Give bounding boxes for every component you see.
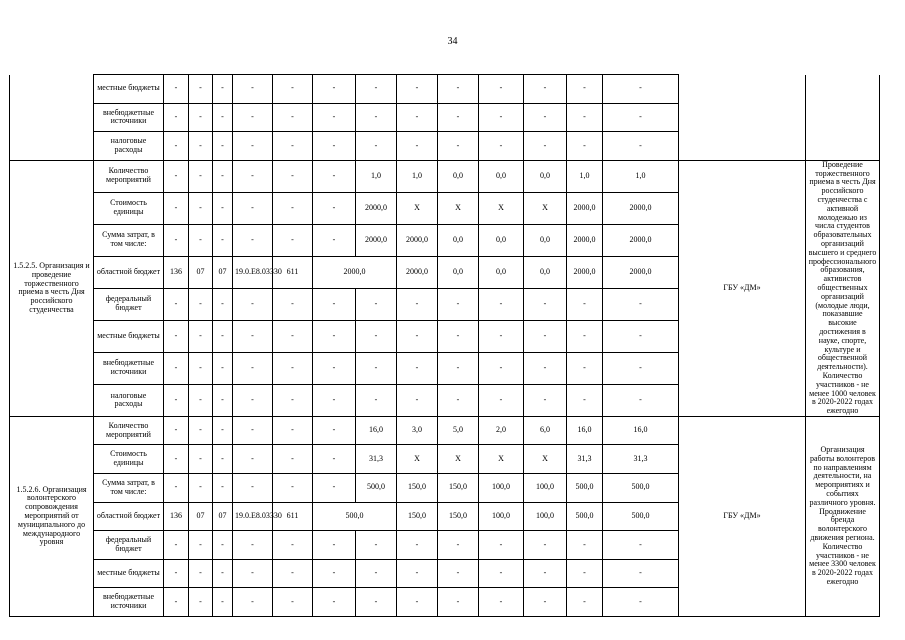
value-cell: - bbox=[213, 224, 233, 256]
value-cell: - bbox=[479, 320, 524, 352]
value-cell: - bbox=[356, 132, 397, 161]
value-cell: - bbox=[273, 132, 313, 161]
value-cell: 0,0 bbox=[438, 160, 479, 192]
row-label: Количество мероприятий bbox=[94, 160, 164, 192]
value-cell: - bbox=[213, 132, 233, 161]
value-cell: - bbox=[603, 588, 679, 617]
value-cell: - bbox=[213, 445, 233, 474]
value-cell: - bbox=[524, 132, 567, 161]
row-label: федеральный бюджет bbox=[94, 531, 164, 560]
value-cell: - bbox=[479, 288, 524, 320]
value-cell: - bbox=[313, 75, 356, 104]
budget-table bbox=[9, 74, 880, 617]
row-label: налоговые расходы bbox=[94, 384, 164, 416]
value-cell: - bbox=[273, 474, 313, 503]
value-cell: 2000,0 bbox=[567, 256, 603, 288]
value-cell: 0,0 bbox=[438, 256, 479, 288]
measure-cell-continued bbox=[10, 75, 94, 161]
value-cell: - bbox=[273, 352, 313, 384]
value-cell: 2000,0 bbox=[356, 192, 397, 224]
measure-1-5-2-5-result: Проведение торжественного приема в честь Дня российского студенчества с активной молодежью из числа студентов образовательных организаций высшего и среднего профессионального образования, активистов общественных организаций (молодые люди, показавшие высокие достижения в науке, спорте, культуре и общественной деятельности). Количество участников - не менее 1000 человек в 2020-2022 годах ежегодно bbox=[806, 160, 880, 416]
value-cell: - bbox=[233, 416, 273, 445]
value-cell: - bbox=[213, 160, 233, 192]
value-cell: 2000,0 bbox=[567, 192, 603, 224]
value-cell: - bbox=[164, 224, 189, 256]
value-cell: - bbox=[233, 192, 273, 224]
value-cell: - bbox=[164, 588, 189, 617]
value-cell: 150,0 bbox=[438, 502, 479, 531]
value-cell: - bbox=[189, 224, 213, 256]
value-cell: - bbox=[567, 320, 603, 352]
row-label: местные бюджеты bbox=[94, 75, 164, 104]
value-cell: - bbox=[603, 132, 679, 161]
value-cell: - bbox=[233, 559, 273, 588]
value-cell: - bbox=[356, 320, 397, 352]
value-cell: - bbox=[189, 445, 213, 474]
value-cell: 611 bbox=[273, 502, 313, 531]
value-cell: 31,3 bbox=[567, 445, 603, 474]
value-cell: 19.0.E8.03330 bbox=[233, 256, 273, 288]
value-cell: - bbox=[213, 474, 233, 503]
value-cell: - bbox=[189, 384, 213, 416]
value-cell: 31,3 bbox=[603, 445, 679, 474]
value-cell: - bbox=[273, 320, 313, 352]
value-cell: - bbox=[524, 288, 567, 320]
value-cell: - bbox=[356, 384, 397, 416]
value-cell: - bbox=[189, 559, 213, 588]
value-cell: - bbox=[233, 103, 273, 132]
value-cell: - bbox=[356, 75, 397, 104]
value-cell: - bbox=[164, 132, 189, 161]
row-label: областной бюджет bbox=[94, 256, 164, 288]
value-cell: 136 bbox=[164, 256, 189, 288]
value-cell: 16,0 bbox=[567, 416, 603, 445]
value-cell: - bbox=[603, 531, 679, 560]
value-cell: 07 bbox=[213, 502, 233, 531]
value-cell: 07 bbox=[189, 502, 213, 531]
value-cell: - bbox=[567, 75, 603, 104]
value-cell: 100,0 bbox=[524, 502, 567, 531]
value-cell: - bbox=[213, 320, 233, 352]
value-cell: - bbox=[313, 192, 356, 224]
value-cell: 2000,0 bbox=[603, 224, 679, 256]
value-cell: - bbox=[313, 416, 356, 445]
value-cell: - bbox=[233, 320, 273, 352]
value-cell: X bbox=[524, 192, 567, 224]
value-cell: 16,0 bbox=[603, 416, 679, 445]
value-cell: 31,3 bbox=[356, 445, 397, 474]
value-cell: - bbox=[313, 103, 356, 132]
value-cell: - bbox=[567, 103, 603, 132]
value-cell: - bbox=[233, 75, 273, 104]
value-cell: - bbox=[438, 103, 479, 132]
value-cell: - bbox=[273, 445, 313, 474]
value-cell: - bbox=[164, 288, 189, 320]
value-cell: - bbox=[313, 588, 356, 617]
value-cell: - bbox=[603, 384, 679, 416]
value-cell: 500,0 bbox=[603, 502, 679, 531]
value-cell: - bbox=[313, 320, 356, 352]
value-cell: - bbox=[213, 192, 233, 224]
value-cell: - bbox=[356, 559, 397, 588]
value-cell: - bbox=[189, 103, 213, 132]
value-cell: X bbox=[479, 445, 524, 474]
value-cell: - bbox=[397, 588, 438, 617]
value-cell: - bbox=[438, 75, 479, 104]
value-cell: X bbox=[524, 445, 567, 474]
value-cell: 2000,0 bbox=[603, 256, 679, 288]
value-cell: 2000,0 bbox=[397, 224, 438, 256]
table-row bbox=[10, 160, 880, 192]
value-cell: - bbox=[213, 75, 233, 104]
value-cell: - bbox=[189, 75, 213, 104]
value-cell: 19.0.E8.03330 bbox=[233, 502, 273, 531]
value-cell: 2,0 bbox=[479, 416, 524, 445]
value-cell: - bbox=[397, 352, 438, 384]
value-cell: - bbox=[479, 103, 524, 132]
value-cell: - bbox=[233, 352, 273, 384]
value-cell: - bbox=[164, 531, 189, 560]
value-cell: - bbox=[567, 132, 603, 161]
value-cell: - bbox=[164, 559, 189, 588]
row-label: внебюджетные источники bbox=[94, 352, 164, 384]
value-cell: - bbox=[397, 559, 438, 588]
value-cell: - bbox=[479, 588, 524, 617]
value-cell: - bbox=[479, 531, 524, 560]
value-cell: - bbox=[397, 103, 438, 132]
value-cell: - bbox=[479, 352, 524, 384]
table-row bbox=[10, 75, 880, 104]
value-cell: 150,0 bbox=[438, 474, 479, 503]
value-cell: - bbox=[164, 160, 189, 192]
value-cell: - bbox=[356, 352, 397, 384]
value-cell: - bbox=[273, 416, 313, 445]
value-cell: 100,0 bbox=[479, 474, 524, 503]
value-cell: - bbox=[603, 352, 679, 384]
value-cell: - bbox=[524, 559, 567, 588]
value-cell: - bbox=[524, 531, 567, 560]
value-cell: - bbox=[273, 160, 313, 192]
value-cell: - bbox=[524, 75, 567, 104]
value-cell: - bbox=[438, 352, 479, 384]
value-cell: - bbox=[189, 320, 213, 352]
value-cell: - bbox=[313, 445, 356, 474]
value-cell: 611 bbox=[273, 256, 313, 288]
value-cell: - bbox=[213, 531, 233, 560]
row-label: федеральный бюджет bbox=[94, 288, 164, 320]
value-cell: - bbox=[479, 384, 524, 416]
value-cell: - bbox=[397, 384, 438, 416]
value-cell: - bbox=[233, 445, 273, 474]
value-cell: - bbox=[603, 103, 679, 132]
value-cell: - bbox=[164, 103, 189, 132]
value-cell: - bbox=[438, 588, 479, 617]
value-cell: - bbox=[213, 559, 233, 588]
value-cell: - bbox=[603, 559, 679, 588]
value-cell: - bbox=[213, 588, 233, 617]
value-cell: 2000,0 bbox=[313, 256, 397, 288]
value-cell: 1,0 bbox=[397, 160, 438, 192]
value-cell: - bbox=[164, 474, 189, 503]
value-cell: - bbox=[479, 75, 524, 104]
value-cell: - bbox=[313, 474, 356, 503]
value-cell: - bbox=[524, 320, 567, 352]
value-cell: - bbox=[189, 352, 213, 384]
value-cell: - bbox=[397, 288, 438, 320]
value-cell: 2000,0 bbox=[356, 224, 397, 256]
value-cell: 1,0 bbox=[356, 160, 397, 192]
value-cell: - bbox=[233, 384, 273, 416]
row-label: местные бюджеты bbox=[94, 320, 164, 352]
value-cell: - bbox=[213, 288, 233, 320]
value-cell: - bbox=[273, 559, 313, 588]
value-cell: - bbox=[164, 445, 189, 474]
row-label: областной бюджет bbox=[94, 502, 164, 531]
value-cell: - bbox=[233, 132, 273, 161]
value-cell: - bbox=[164, 352, 189, 384]
value-cell: - bbox=[273, 75, 313, 104]
value-cell: - bbox=[438, 132, 479, 161]
value-cell: - bbox=[213, 352, 233, 384]
value-cell: - bbox=[233, 474, 273, 503]
value-cell: - bbox=[438, 320, 479, 352]
value-cell: - bbox=[189, 192, 213, 224]
row-label: Стоимость единицы bbox=[94, 445, 164, 474]
row-label: Количество мероприятий bbox=[94, 416, 164, 445]
value-cell: 100,0 bbox=[524, 474, 567, 503]
value-cell: - bbox=[313, 559, 356, 588]
value-cell: 1,0 bbox=[567, 160, 603, 192]
value-cell: - bbox=[273, 288, 313, 320]
value-cell: 1,0 bbox=[603, 160, 679, 192]
value-cell: - bbox=[273, 103, 313, 132]
value-cell: - bbox=[189, 531, 213, 560]
value-cell: 500,0 bbox=[567, 474, 603, 503]
table-row bbox=[10, 416, 880, 445]
value-cell: 500,0 bbox=[567, 502, 603, 531]
value-cell: - bbox=[567, 531, 603, 560]
value-cell: - bbox=[213, 384, 233, 416]
value-cell: - bbox=[524, 103, 567, 132]
value-cell: - bbox=[233, 224, 273, 256]
row-label: местные бюджеты bbox=[94, 559, 164, 588]
value-cell: 2000,0 bbox=[603, 192, 679, 224]
measure-1-5-2-6-result: Организация работы волонтеров по направлениям деятельности, на мероприятиях и событиях различного уровня. Продвижение бренда волонтерского движения региона. Количество участников - не менее 3300 человек в 2020-2022 годах ежегодно bbox=[806, 416, 880, 616]
value-cell: - bbox=[438, 384, 479, 416]
value-cell: - bbox=[189, 160, 213, 192]
value-cell: X bbox=[479, 192, 524, 224]
value-cell: - bbox=[567, 588, 603, 617]
value-cell: 0,0 bbox=[479, 256, 524, 288]
result-cell-continued bbox=[806, 75, 880, 161]
page-number: 34 bbox=[447, 36, 458, 47]
value-cell: X bbox=[397, 192, 438, 224]
value-cell: - bbox=[603, 75, 679, 104]
value-cell: 5,0 bbox=[438, 416, 479, 445]
value-cell: 3,0 bbox=[397, 416, 438, 445]
value-cell: - bbox=[233, 160, 273, 192]
value-cell: - bbox=[313, 531, 356, 560]
value-cell: 0,0 bbox=[524, 224, 567, 256]
value-cell: - bbox=[438, 531, 479, 560]
value-cell: - bbox=[313, 384, 356, 416]
value-cell: - bbox=[313, 352, 356, 384]
row-label: Сумма затрат, в том числе: bbox=[94, 474, 164, 503]
value-cell: - bbox=[189, 132, 213, 161]
value-cell: - bbox=[397, 320, 438, 352]
value-cell: - bbox=[603, 288, 679, 320]
value-cell: - bbox=[356, 288, 397, 320]
value-cell: - bbox=[273, 384, 313, 416]
value-cell: 0,0 bbox=[524, 256, 567, 288]
measure-1-5-2-5-executor: ГБУ «ДМ» bbox=[679, 160, 806, 416]
value-cell: - bbox=[213, 416, 233, 445]
value-cell: 136 bbox=[164, 502, 189, 531]
value-cell: - bbox=[189, 416, 213, 445]
value-cell: - bbox=[438, 559, 479, 588]
value-cell: 16,0 bbox=[356, 416, 397, 445]
row-label: внебюджетные источники bbox=[94, 588, 164, 617]
value-cell: - bbox=[189, 588, 213, 617]
value-cell: X bbox=[438, 192, 479, 224]
measure-1-5-2-6-measure: 1.5.2.6. Организация волонтерского сопровождения мероприятий от муниципального до международного уровня bbox=[10, 416, 94, 616]
value-cell: 0,0 bbox=[524, 160, 567, 192]
measure-1-5-2-5-measure: 1.5.2.5. Организация и проведение торжественного приема в честь Дня российского студенчества bbox=[10, 160, 94, 416]
value-cell: - bbox=[233, 588, 273, 617]
executor-cell-continued bbox=[679, 75, 806, 161]
measure-1-5-2-6-executor: ГБУ «ДМ» bbox=[679, 416, 806, 616]
value-cell: - bbox=[273, 192, 313, 224]
value-cell: - bbox=[313, 288, 356, 320]
value-cell: 100,0 bbox=[479, 502, 524, 531]
row-label: Сумма затрат, в том числе: bbox=[94, 224, 164, 256]
value-cell: 500,0 bbox=[356, 474, 397, 503]
value-cell: 6,0 bbox=[524, 416, 567, 445]
value-cell: - bbox=[273, 224, 313, 256]
value-cell: 150,0 bbox=[397, 502, 438, 531]
value-cell: - bbox=[189, 474, 213, 503]
value-cell: - bbox=[479, 559, 524, 588]
value-cell: - bbox=[356, 531, 397, 560]
value-cell: 150,0 bbox=[397, 474, 438, 503]
value-cell: - bbox=[524, 384, 567, 416]
value-cell: - bbox=[603, 320, 679, 352]
value-cell: - bbox=[397, 531, 438, 560]
value-cell: - bbox=[397, 132, 438, 161]
value-cell: - bbox=[524, 352, 567, 384]
value-cell: - bbox=[567, 384, 603, 416]
value-cell: - bbox=[164, 320, 189, 352]
value-cell: 500,0 bbox=[313, 502, 397, 531]
value-cell: - bbox=[189, 288, 213, 320]
value-cell: - bbox=[273, 531, 313, 560]
value-cell: 2000,0 bbox=[567, 224, 603, 256]
value-cell: - bbox=[356, 103, 397, 132]
value-cell: - bbox=[164, 384, 189, 416]
value-cell: - bbox=[233, 531, 273, 560]
value-cell: - bbox=[567, 288, 603, 320]
value-cell: - bbox=[356, 588, 397, 617]
value-cell: - bbox=[313, 132, 356, 161]
value-cell: - bbox=[273, 588, 313, 617]
value-cell: - bbox=[479, 132, 524, 161]
value-cell: 500,0 bbox=[603, 474, 679, 503]
value-cell: X bbox=[438, 445, 479, 474]
value-cell: 0,0 bbox=[438, 224, 479, 256]
value-cell: - bbox=[438, 288, 479, 320]
value-cell: 0,0 bbox=[479, 224, 524, 256]
row-label: внебюджетные источники bbox=[94, 103, 164, 132]
value-cell: 07 bbox=[189, 256, 213, 288]
value-cell: - bbox=[567, 352, 603, 384]
value-cell: - bbox=[164, 75, 189, 104]
value-cell: - bbox=[313, 224, 356, 256]
value-cell: - bbox=[397, 75, 438, 104]
value-cell: - bbox=[164, 416, 189, 445]
value-cell: 0,0 bbox=[479, 160, 524, 192]
value-cell: 2000,0 bbox=[397, 256, 438, 288]
value-cell: - bbox=[164, 192, 189, 224]
value-cell: - bbox=[313, 160, 356, 192]
value-cell: 07 bbox=[213, 256, 233, 288]
value-cell: - bbox=[567, 559, 603, 588]
value-cell: X bbox=[397, 445, 438, 474]
value-cell: - bbox=[213, 103, 233, 132]
value-cell: - bbox=[233, 288, 273, 320]
row-label: налоговые расходы bbox=[94, 132, 164, 161]
row-label: Стоимость единицы bbox=[94, 192, 164, 224]
value-cell: - bbox=[524, 588, 567, 617]
